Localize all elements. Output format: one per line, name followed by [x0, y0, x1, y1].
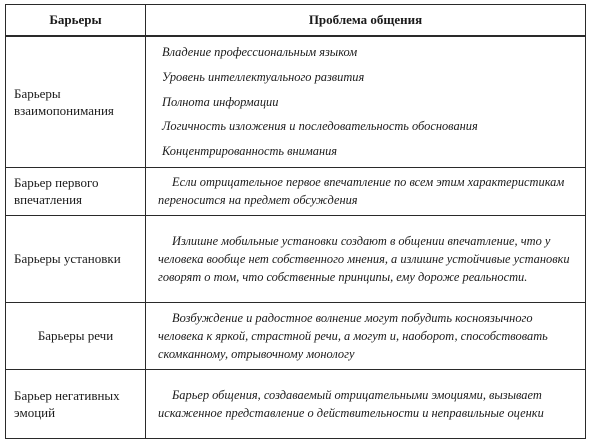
barrier-cell: Барьеры установки: [6, 215, 146, 302]
problem-cell: Возбуждение и радостное волнение могут побудить косноязычного человека к яркой, страстной речи, а могут и, наоборот, способствовать скомканному, отрывочному монологу: [146, 302, 586, 369]
barrier-cell: Барьер негативных эмоций: [6, 369, 146, 438]
table-row: [6, 369, 586, 438]
problem-cell: Барьер общения, создаваемый отрицательными эмоциями, вызывает искаженное представление о действительности и неправильные оценки: [146, 369, 586, 438]
header-problem: Проблема общения: [146, 5, 586, 37]
list-item: Владение профессиональным языком: [162, 45, 358, 59]
header-barriers: Барьеры: [6, 5, 146, 37]
barrier-cell: Барьеры взаимопонимания: [6, 36, 146, 167]
header-row: [6, 5, 586, 37]
problem-list-cell: [146, 36, 586, 167]
barrier-cell: Барьер первого впечатления: [6, 167, 146, 215]
list-item: Логичность изложения и последовательность обоснования: [162, 119, 478, 134]
problem-cell: Излишне мобильные установки создают в общении впечатление, что у человека вообще нет собственного мнения, а излишне устойчивые установки говорят о том, что собственные принципы, ему дороже реальности.: [146, 215, 586, 302]
list-item: Концентрированность внимания: [162, 144, 338, 159]
barriers-table: [5, 4, 586, 439]
barrier-cell: Барьеры речи: [6, 302, 146, 369]
problem-cell: Если отрицательное первое впечатление по всем этим характеристикам переносится на предмет обсуждения: [146, 167, 586, 215]
list-item: Уровень интеллектуального развития: [162, 69, 365, 84]
table-row: [6, 167, 586, 215]
list-item: Полнота информации: [162, 94, 279, 109]
table-row: [6, 215, 586, 302]
table-row: [6, 36, 586, 167]
table-row: [6, 302, 586, 369]
